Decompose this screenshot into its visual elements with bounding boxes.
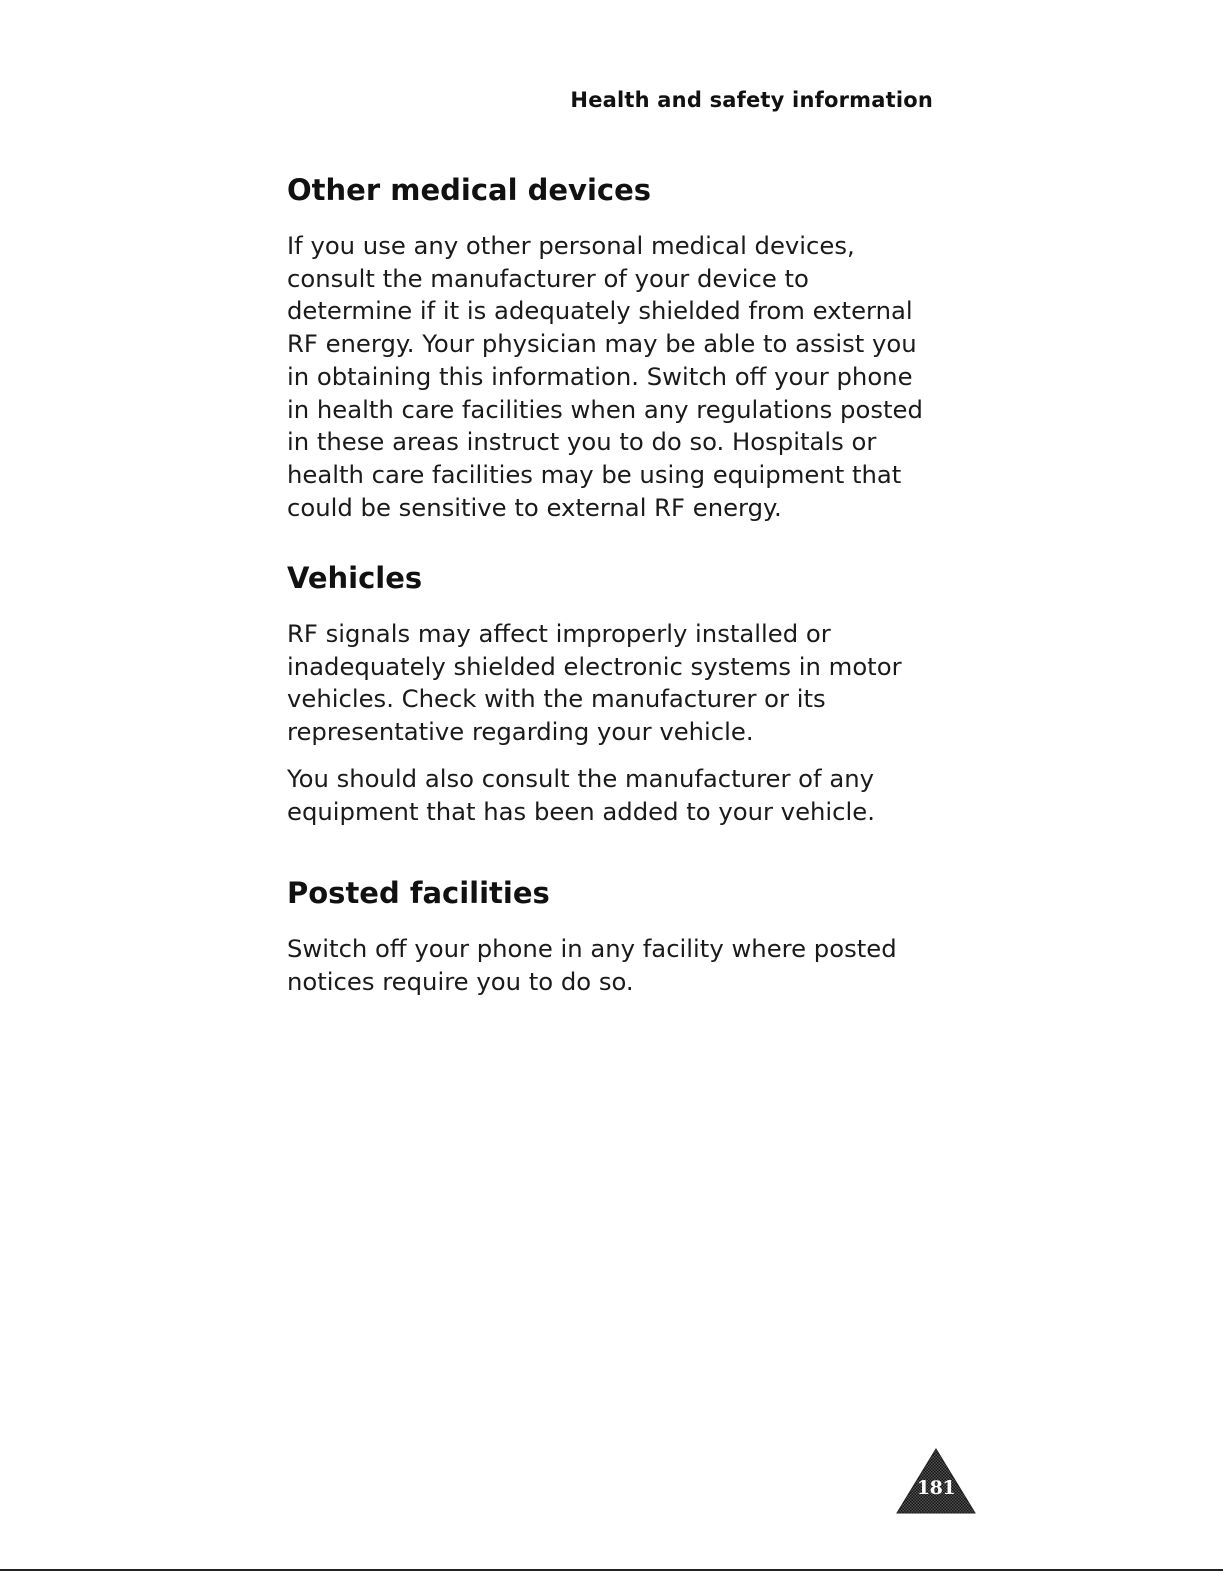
page-number-marker [895, 1447, 977, 1515]
section-vehicles [287, 556, 947, 828]
section-heading: Posted facilities [287, 876, 550, 910]
paragraph: Switch off your phone in any facility where posted notices require you to do so. [287, 934, 897, 996]
page-number: 181 [916, 1477, 956, 1499]
paragraph: If you use any other personal medical devices, consult the manufacturer of your device to determine if it is adequately shielded from external RF energy. Your physician may be able to assist you in obtaining this information. Switch off your phone in health care facilities when any regulations posted in these areas instruct you to do so. Hospitals or health care facilities may be using equipment that could be sensitive to external RF energy. [287, 231, 923, 522]
section-other-medical-devices [287, 168, 947, 524]
paragraph: You should also consult the manufacturer of any equipment that has been added to your vehicle. [287, 763, 875, 826]
paragraph: RF signals may affect improperly installed or inadequately shielded electronic systems in motor vehicles. Check with the manufacturer or its representative regarding your vehicle. [287, 619, 902, 747]
section-heading: Vehicles [287, 561, 423, 595]
section-posted-facilities [287, 871, 947, 998]
running-header: Health and safety information [570, 88, 933, 112]
section-heading: Other medical devices [287, 173, 652, 207]
bottom-rule [0, 1569, 1223, 1571]
